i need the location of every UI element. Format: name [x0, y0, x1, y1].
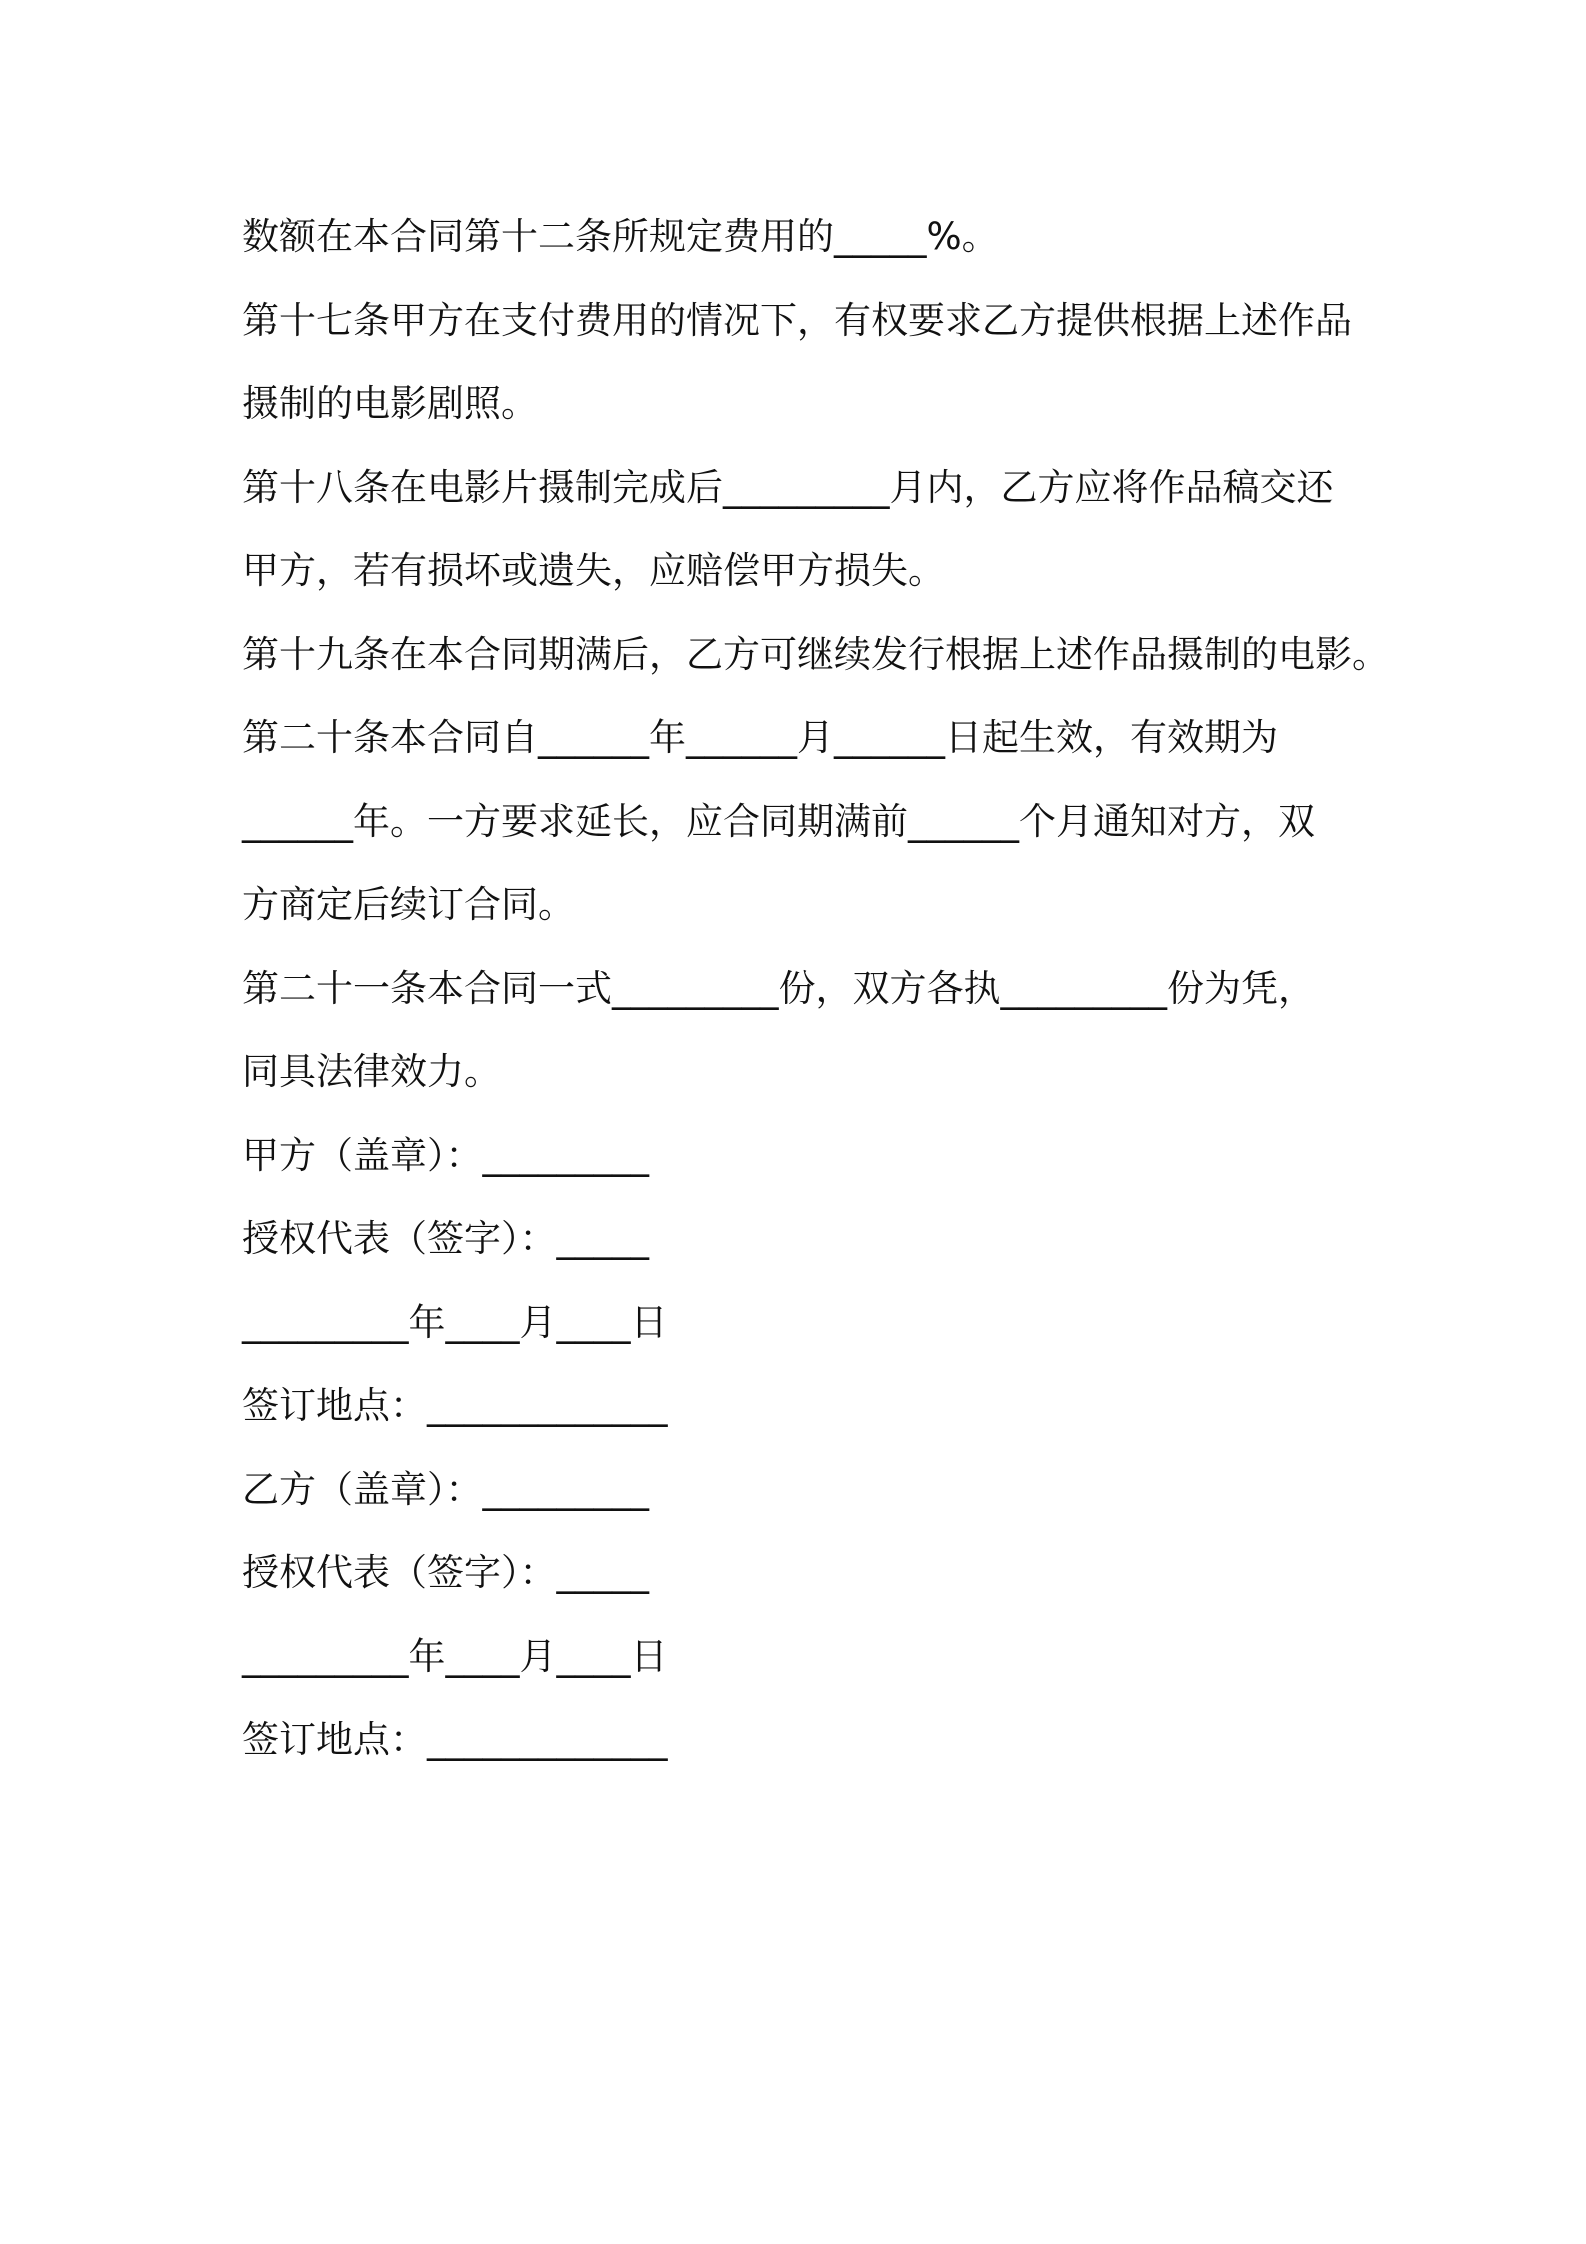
paragraph-line: 方商定后续订合同。 — [242, 883, 575, 926]
party-b-date: _________年____月____日 — [242, 1634, 668, 1678]
party-b-place: 签订地点：_____________ — [242, 1718, 668, 1761]
contract-body — [242, 195, 1392, 1782]
party-a-seal: 甲方（盖章）：_________ — [242, 1133, 649, 1177]
paragraph-line: 数额在本合同第十二条所规定费用的_____%。 — [242, 215, 999, 258]
party-a-date: _________年____月____日 — [242, 1300, 668, 1344]
party-b-seal: 乙方（盖章）：_________ — [242, 1467, 649, 1511]
clause-20: 第二十条本合同自______年______月______日起生效，有效期为 — [242, 716, 1278, 759]
party-b-representative: 授权代表（签字）：_____ — [242, 1551, 649, 1594]
paragraph-line: 同具法律效力。 — [242, 1050, 501, 1093]
clause-17: 第十七条甲方在支付费用的情况下，有权要求乙方提供根据上述作品 — [242, 298, 1352, 342]
clause-19: 第十九条在本合同期满后，乙方可继续发行根据上述作品摄制的电影。 — [242, 632, 1389, 676]
clause-18: 第十八条在电影片摄制完成后_________月内，乙方应将作品稿交还 — [242, 465, 1334, 509]
paragraph-line: ______年。一方要求延长，应合同期满前______个月通知对方，双 — [242, 799, 1315, 843]
paragraph-line: 甲方，若有损坏或遗失，应赔偿甲方损失。 — [242, 549, 945, 592]
paragraph-line: 摄制的电影剧照。 — [242, 382, 538, 425]
party-a-place: 签订地点：_____________ — [242, 1384, 668, 1427]
clause-21: 第二十一条本合同一式_________份，双方各执_________份为凭， — [242, 966, 1315, 1010]
party-a-representative: 授权代表（签字）：_____ — [242, 1217, 649, 1260]
